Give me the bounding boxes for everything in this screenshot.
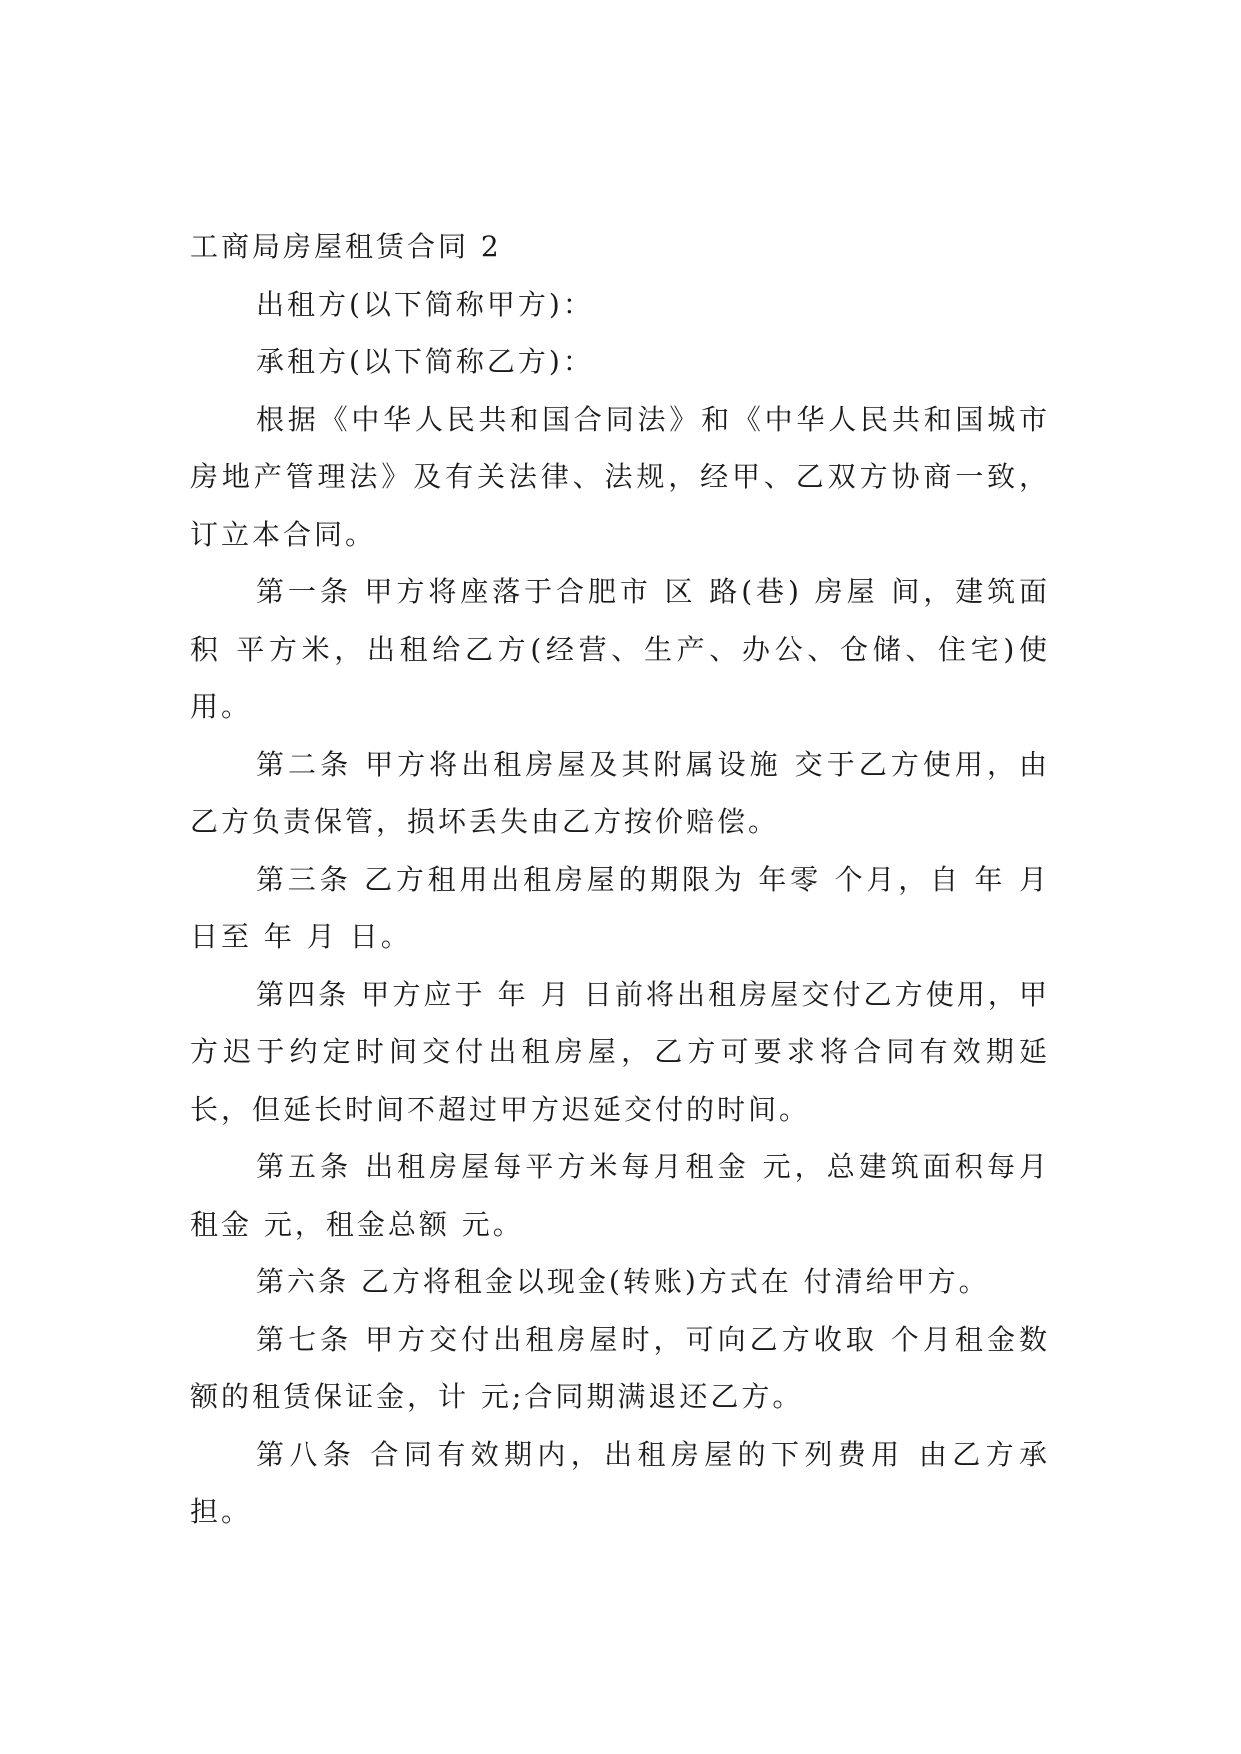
preamble-paragraph: 根据《中华人民共和国合同法》和《中华人民共和国城市房地产管理法》及有关法律、法规，经甲、乙双方协商一致，订立本合同。 (190, 402, 1050, 551)
lessee-line: 承租方(以下简称乙方)： (256, 345, 594, 378)
lessor-line: 出租方(以下简称甲方)： (256, 287, 594, 321)
document-title: 工商局房屋租赁合同 2 (190, 230, 502, 263)
article-8: 第八条 合同有效期内，出租房屋的下列费用 由乙方承担。 (190, 1437, 1050, 1528)
article-7: 第七条 甲方交付出租房屋时，可向乙方收取 个月租金数额的租赁保证金，计 元;合同期满退还乙方。 (190, 1322, 1050, 1413)
article-3: 第三条 乙方租用出租房屋的期限为 年零 个月，自 年 月 日至 年 月 日。 (190, 862, 1050, 953)
article-1: 第一条 甲方将座落于合肥市 区 路(巷) 房屋 间，建筑面积 平方米，出租给乙方(经营、生产、办公、仓储、住宅)使用。 (190, 575, 1050, 723)
article-2: 第二条 甲方将出租房屋及其附属设施 交于乙方使用，由乙方负责保管，损坏丢失由乙方按价赔偿。 (190, 747, 1050, 838)
article-5: 第五条 出租房屋每平方米每月租金 元，总建筑面积每月租金 元，租金总额 元。 (190, 1150, 1050, 1241)
document-body (190, 218, 1050, 1541)
article-6: 第六条 乙方将租金以现金(转账)方式在 付清给甲方。 (256, 1265, 990, 1298)
article-4: 第四条 甲方应于 年 月 日前将出租房屋交付乙方使用，甲方迟于约定时间交付出租房屋，乙方可要求将合同有效期延长，但延长时间不超过甲方迟延交付的时间。 (190, 977, 1050, 1126)
